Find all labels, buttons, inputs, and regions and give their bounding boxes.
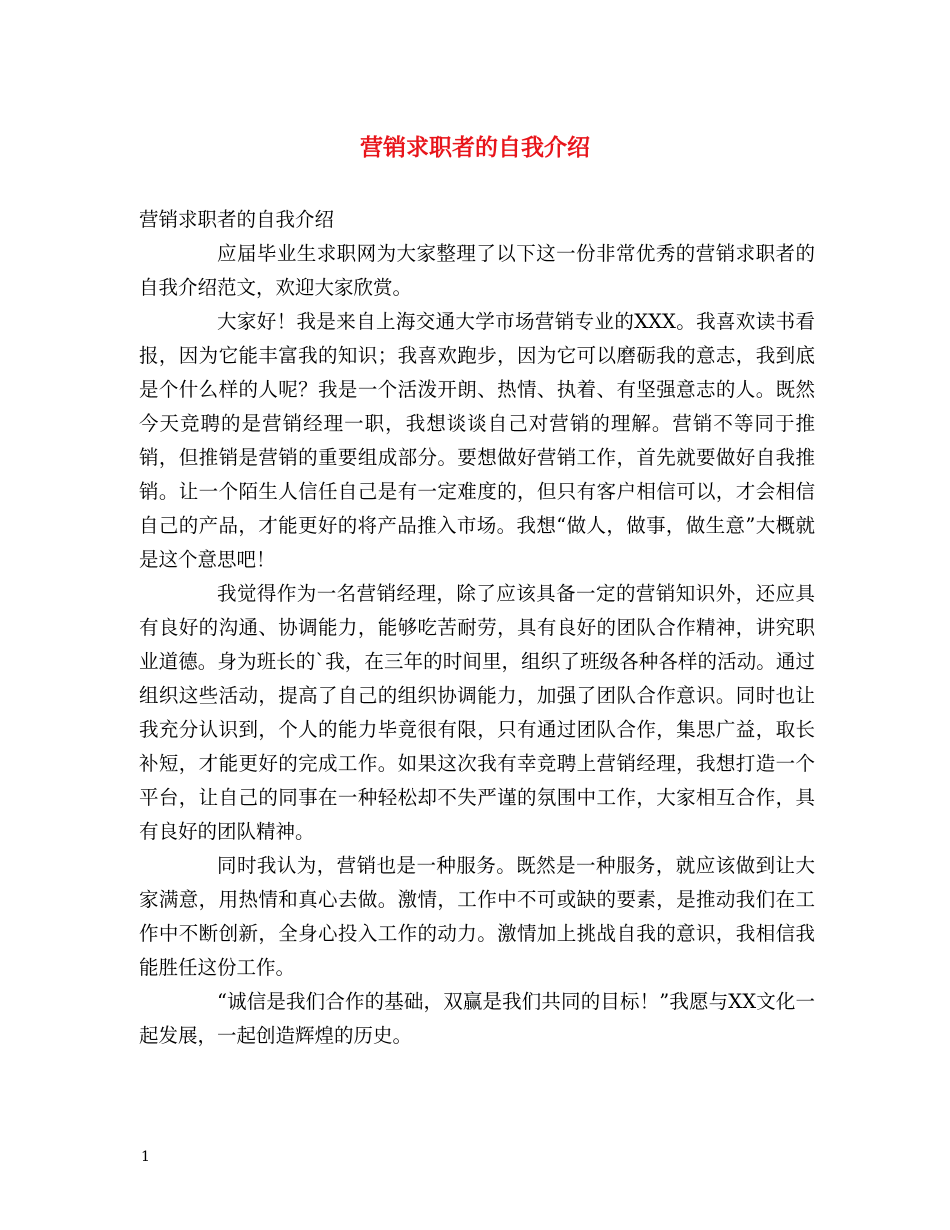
document-title: 营销求职者的自我介绍 <box>360 134 590 161</box>
paragraph-intro: 应届毕业生求职网为大家整理了以下这一份非常优秀的营销求职者的自我介绍范文，欢迎大家欣赏。 <box>139 242 815 299</box>
document-subtitle: 营销求职者的自我介绍 <box>139 208 335 231</box>
paragraph-self-introduction: 大家好！我是来自上海交通大学市场营销专业的XXX。我喜欢读书看报，因为它能丰富我的知识；我喜欢跑步，因为它可以磨砺我的意志，我到底是个什么样的人呢？我是一个活泼开朗、热情、执着、有坚强意志的人。既然今天竞聘的是营销经理一职，我想谈谈自己对营销的理解。营销不等同于推销，但推销是营销的重要组成部分。要想做好营销工作，首先就要做好自我推销。让一个陌生人信任自己是有一定难度的，但只有客户相信可以，才会相信自己的产品，才能更好的将产品推入市场。我想“做人，做事，做生意”大概就是这个意思吧！ <box>139 310 815 571</box>
document-body <box>139 203 815 1053</box>
paragraph-manager-qualities: 我觉得作为一名营销经理，除了应该具备一定的营销知识外，还应具有良好的沟通、协调能力，能够吃苦耐劳，具有良好的团队合作精神，讲究职业道德。身为班长的`我，在三年的时间里，组织了班级各种各样的活动。通过组织这些活动，提高了自己的组织协调能力，加强了团队合作意识。同时也让我充分认识到，个人的能力毕竟很有限，只有通过团队合作，集思广益，取长补短，才能更好的完成工作。如果这次我有幸竞聘上营销经理，我想打造一个平台，让自己的同事在一种轻松却不失严谨的氛围中工作，大家相互合作，具有良好的团队精神。 <box>139 582 815 843</box>
paragraph-closing: “诚信是我们合作的基础，双赢是我们共同的目标！”我愿与XX文化一起发展，一起创造辉煌的历史。 <box>139 990 815 1047</box>
page-number: 1 <box>141 1149 150 1165</box>
paragraph-service: 同时我认为，营销也是一种服务。既然是一种服务，就应该做到让大家满意，用热情和真心去做。激情，工作中不可或缺的要素，是推动我们在工作中不断创新，全身心投入工作的动力。激情加上挑战自我的意识，我相信我能胜任这份工作。 <box>139 854 815 979</box>
